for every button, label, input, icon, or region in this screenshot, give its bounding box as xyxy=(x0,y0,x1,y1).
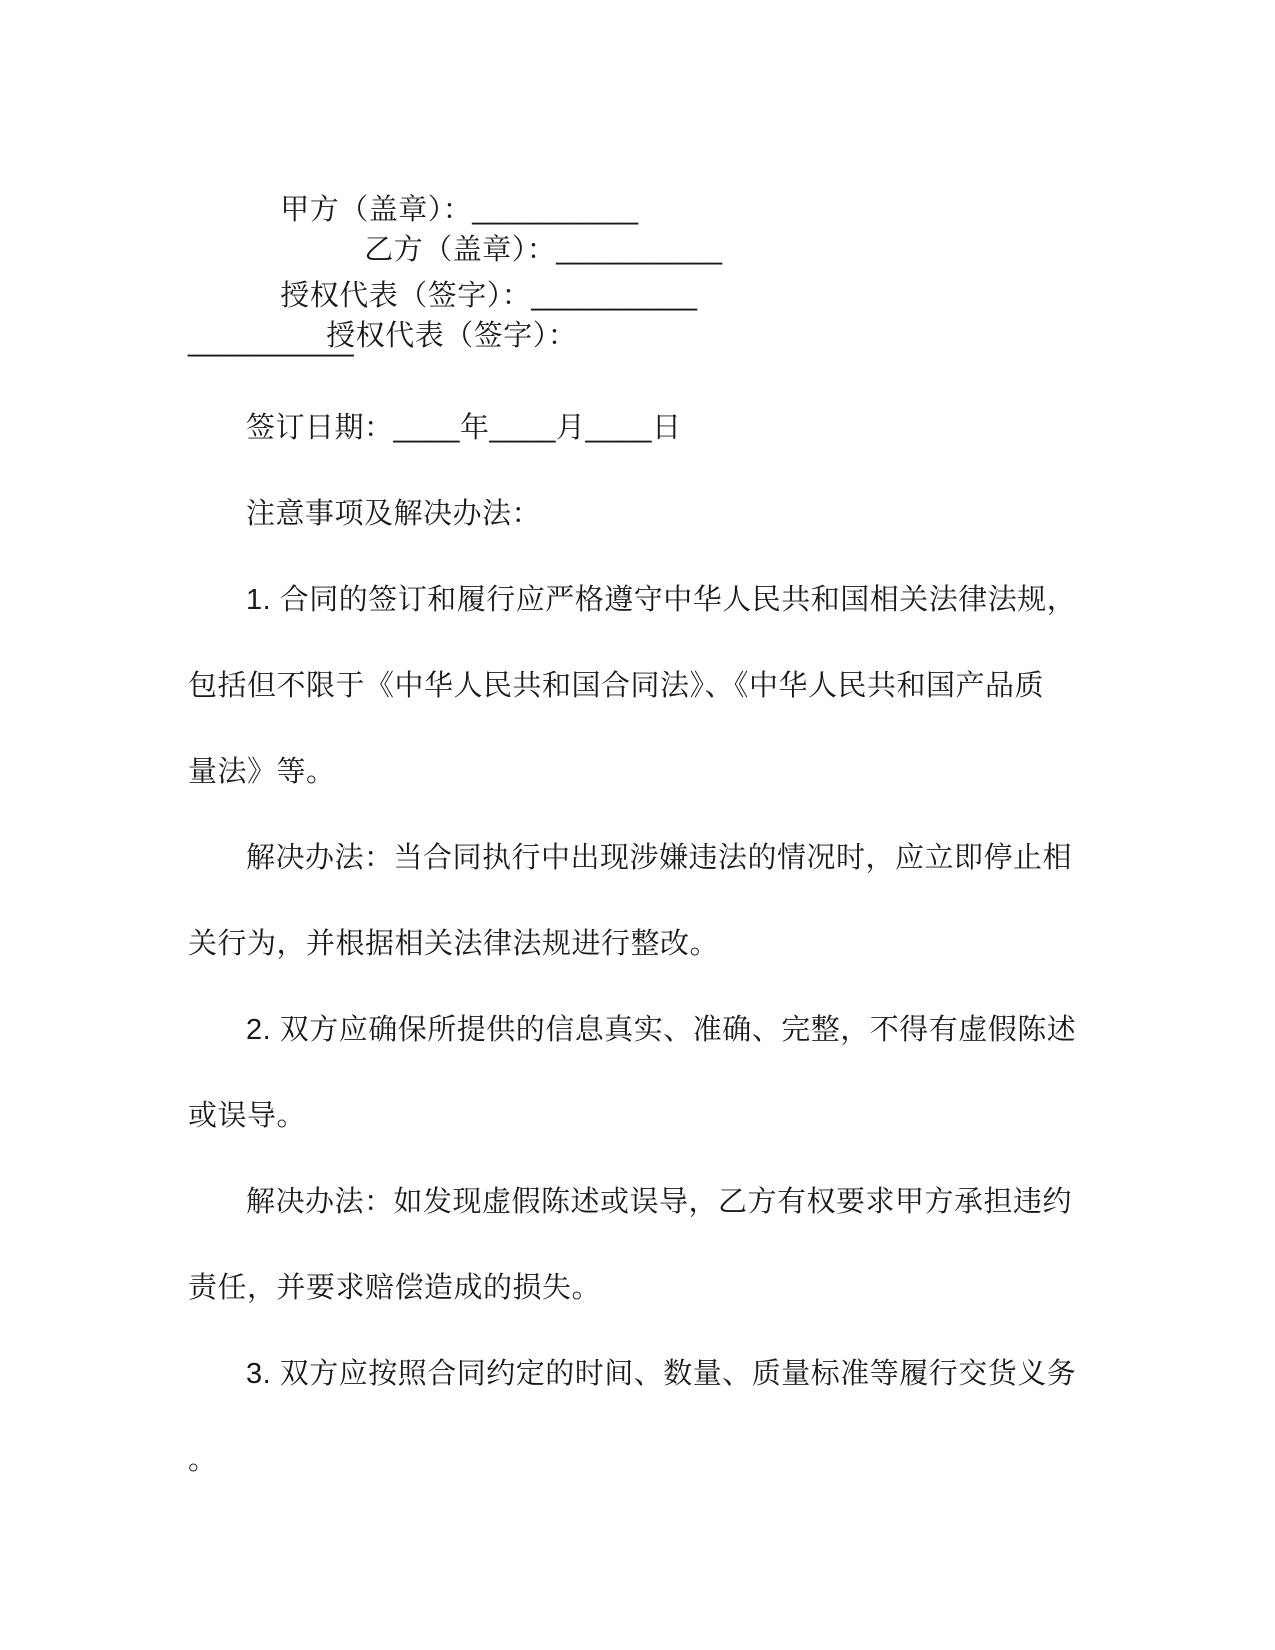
rep-b-sign-blank-line: __________ xyxy=(188,326,355,358)
note-line: 2. 双方应确保所提供的信息真实、准确、完整，不得有虚假陈述 xyxy=(246,1014,1077,1046)
note-line: 或误导。 xyxy=(188,1100,307,1132)
note-line: 责任，并要求赔偿造成的损失。 xyxy=(188,1272,602,1304)
note-line: 包括但不限于《中华人民共和国合同法》、《中华人民共和国产品质 xyxy=(188,670,1045,702)
note-line: 3. 双方应按照合同约定的时间、数量、质量标准等履行交货义务 xyxy=(246,1358,1077,1390)
party-b-seal-field: 乙方（盖章）：__________ xyxy=(364,234,723,266)
signing-date-field: 签订日期：____年____月____日 xyxy=(246,412,682,444)
notes-heading: 注意事项及解决办法： xyxy=(246,498,542,530)
note-line: 1. 合同的签订和履行应严格遵守中华人民共和国相关法律法规， xyxy=(246,584,1077,616)
party-a-seal-field: 甲方（盖章）：__________ xyxy=(280,194,639,226)
rep-b-sign-field: 授权代表（签字）： xyxy=(326,320,578,352)
note-line: 量法》等。 xyxy=(188,756,336,788)
rep-a-sign-field: 授权代表（签字）：__________ xyxy=(280,280,698,312)
note-line: 。 xyxy=(188,1444,218,1476)
seal-signature-row xyxy=(188,150,1070,266)
note-line: 关行为，并根据相关法律法规进行整改。 xyxy=(188,928,720,960)
note-line: 解决办法：如发现虚假陈述或误导，乙方有权要求甲方承担违约 xyxy=(246,1186,1073,1218)
note-line: 解决办法：当合同执行中出现涉嫌违法的情况时，应立即停止相 xyxy=(246,842,1073,874)
